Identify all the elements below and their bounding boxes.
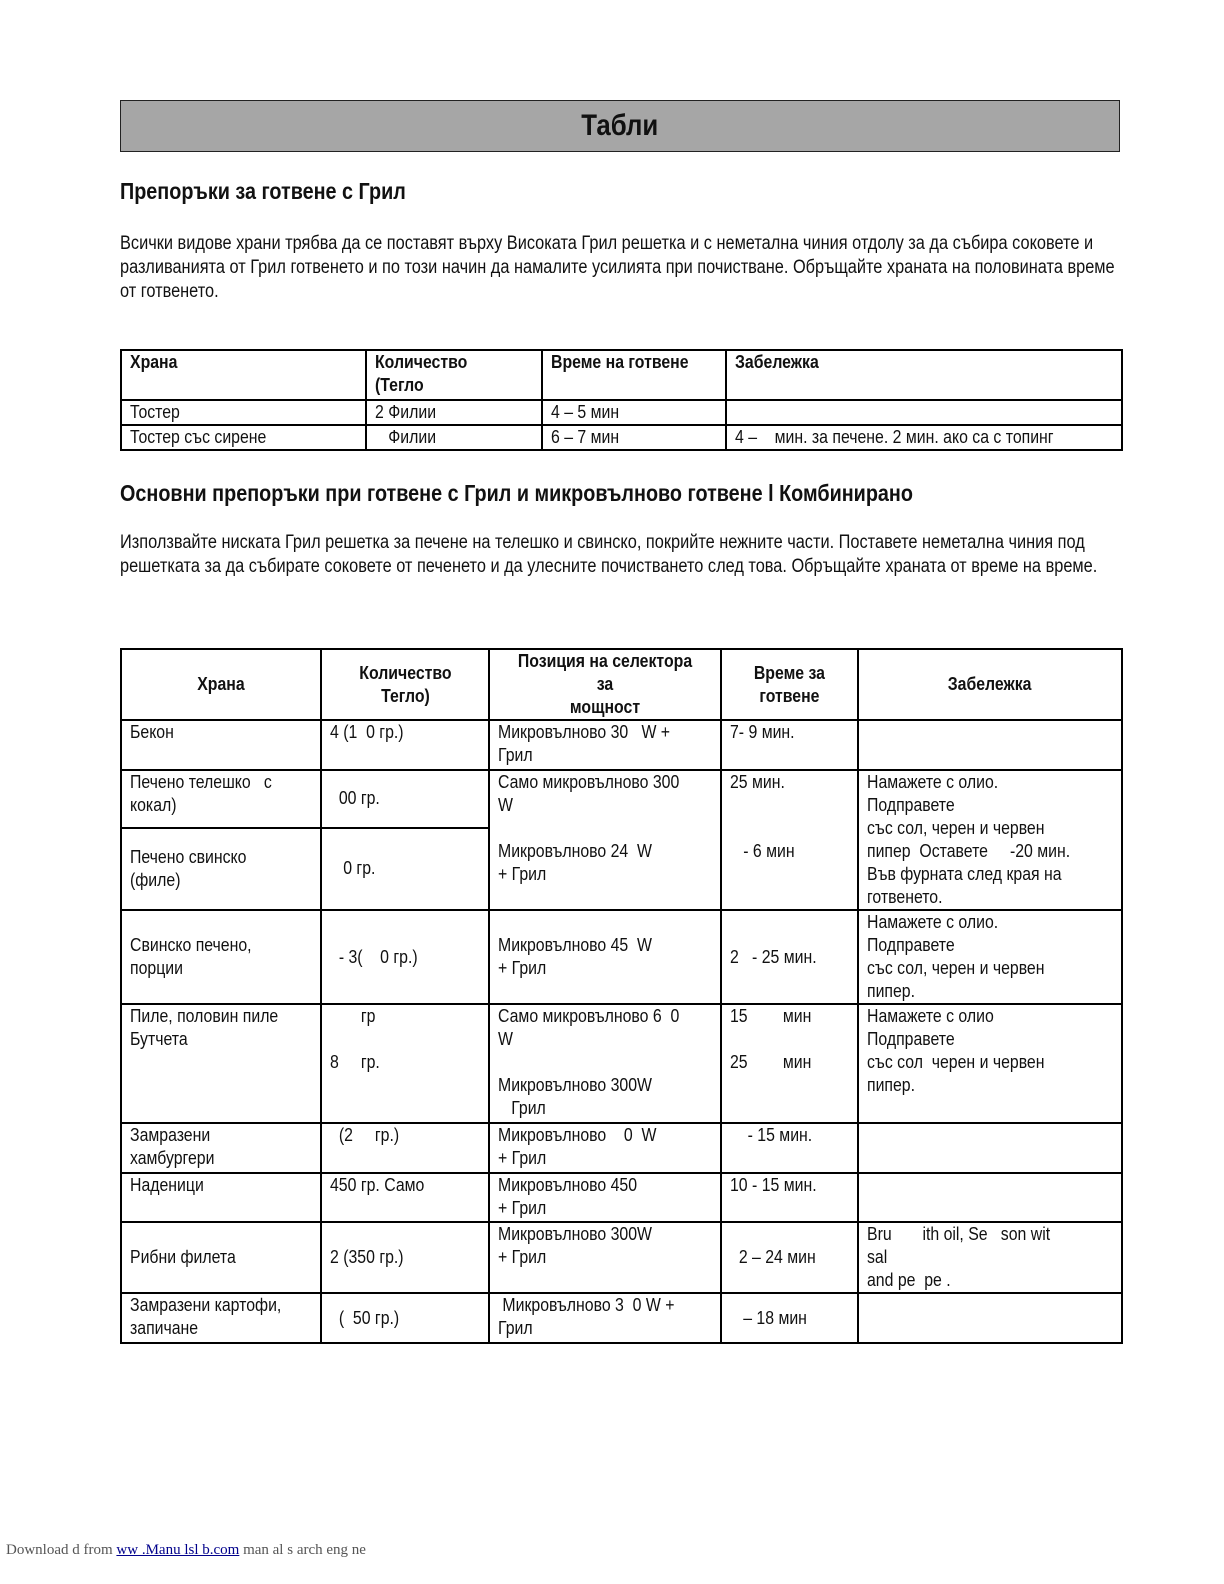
table-cell: 2 (350 гр.)	[321, 1222, 489, 1293]
table-header-cell: Забележка	[858, 649, 1122, 720]
table-cell: Свинско печено, порции	[121, 910, 321, 1004]
table-cell: Тостер	[121, 400, 366, 425]
table-cell: Микровълново 450 + Грил	[489, 1173, 721, 1222]
table-header-cell: Време на готвене	[542, 350, 726, 400]
table-row	[121, 1293, 1122, 1343]
table-cell: Микровълново 300W + Грил	[489, 1222, 721, 1293]
footer-suffix: man al s arch eng ne	[239, 1542, 366, 1558]
table-cell: Тостер със сирене	[121, 425, 366, 450]
table-cell: (2 гр.)	[321, 1123, 489, 1173]
combination-table	[120, 648, 1123, 1344]
table-header-row	[121, 649, 1122, 720]
table-row	[121, 425, 1122, 450]
table-cell	[726, 400, 1122, 425]
table-header-row	[121, 350, 1122, 400]
table-header-cell: Време за готвене	[721, 649, 858, 720]
table-cell: 25 мин. - 6 мин	[721, 770, 858, 910]
table-cell: Филии	[366, 425, 542, 450]
table-cell: Намажете с олио Подправете със сол черен и червен пипер.	[858, 1004, 1122, 1123]
table-row	[121, 400, 1122, 425]
table-cell: Микровълново 0 W + Грил	[489, 1123, 721, 1173]
table-header-cell: Позиция на селектора за мощност	[489, 649, 721, 720]
table-cell: Само микровълново 6 0 W Микровълново 300W Грил	[489, 1004, 721, 1123]
table-cell: 2 Филии	[366, 400, 542, 425]
table-row	[121, 1222, 1122, 1293]
table-cell: 7- 9 мин.	[721, 720, 858, 770]
download-footer	[6, 1542, 366, 1559]
table-cell: 00 гр.	[321, 770, 489, 828]
table-cell: Бекон	[121, 720, 321, 770]
table-cell: Наденици	[121, 1173, 321, 1222]
table-cell: Намажете с олио. Подправете със сол, черен и червен пипер Оставете -20 мин. Във фурната след края на готвенето.	[858, 770, 1122, 910]
table-cell: Печено свинско (филе)	[121, 828, 321, 910]
table-header-cell: Забележка	[726, 350, 1122, 400]
table-cell	[858, 1293, 1122, 1343]
table-header-cell: Храна	[121, 350, 366, 400]
table-cell: Рибни филета	[121, 1222, 321, 1293]
section2-heading: Основни препоръки при готвене с Грил и микровълново готвене l Комбинирано	[120, 480, 913, 506]
table-cell: Микровълново 3 0 W + Грил	[489, 1293, 721, 1343]
section2-paragraph: Използвайте ниската Грил решетка за печене на телешко и свинско, покрийте нежните части. Поставете неметална чиния под решетката за да събирате соковете от печенето и да улесните почистването след това. Обръщайте храната от време на време.	[120, 532, 1098, 577]
table-cell: 450 гр. Само	[321, 1173, 489, 1222]
table-cell: Микровълново 30 W + Грил	[489, 720, 721, 770]
section1-paragraph: Всички видове храни трябва да се поставят върху Високата Грил решетка и с неметална чиния отдолу за да събира соковете и разливанията от Грил готвенето и по този начин да намалите усилията при почистване. Обръщайте храната на половината време от готвенето.	[120, 233, 1115, 302]
table-cell: – 18 мин	[721, 1293, 858, 1343]
table-cell: 10 - 15 мин.	[721, 1173, 858, 1222]
table-row	[121, 1004, 1122, 1123]
table-header-cell: Храна	[121, 649, 321, 720]
table-row	[121, 1123, 1122, 1173]
table-header-cell: Количество (Тегло	[366, 350, 542, 400]
table-cell: Bru ith oil, Se son wit sal and pe pe .	[858, 1222, 1122, 1293]
table-cell: Намажете с олио. Подправете със сол, черен и червен пипер.	[858, 910, 1122, 1004]
table-cell: 2 - 25 мин.	[721, 910, 858, 1004]
table-cell: Микровълново 45 W + Грил	[489, 910, 721, 1004]
table-cell: Замразени картофи, запичане	[121, 1293, 321, 1343]
table-cell	[858, 720, 1122, 770]
footer-prefix: Download d from	[6, 1542, 117, 1558]
table-row	[121, 770, 1122, 828]
table-cell: Пиле, половин пиле Бутчета	[121, 1004, 321, 1123]
section1-heading: Препоръки за готвене с Грил	[120, 178, 406, 204]
table-cell: Само микровълново 300 W Микровълново 24 W + Грил	[489, 770, 721, 910]
table-cell: ( 50 гр.)	[321, 1293, 489, 1343]
table-cell: 4 – мин. за печене. 2 мин. ако са с топинг	[726, 425, 1122, 450]
table-cell	[858, 1173, 1122, 1222]
table-cell: Замразени хамбургери	[121, 1123, 321, 1173]
table-row	[121, 910, 1122, 1004]
table-cell: 4 – 5 мин	[542, 400, 726, 425]
page-title: Табли	[581, 109, 659, 142]
table-row	[121, 1173, 1122, 1222]
table-cell: 2 – 24 мин	[721, 1222, 858, 1293]
table-cell: - 3( 0 гр.)	[321, 910, 489, 1004]
page-title-bar	[120, 100, 1120, 152]
table-cell: 4 (1 0 гр.)	[321, 720, 489, 770]
table-cell: 15 мин 25 мин	[721, 1004, 858, 1123]
table-header-cell: Количество Тегло)	[321, 649, 489, 720]
table-cell: 6 – 7 мин	[542, 425, 726, 450]
footer-link[interactable]: ww .Manu lsl b.com	[116, 1542, 240, 1558]
grill-table	[120, 349, 1123, 451]
table-row	[121, 720, 1122, 770]
table-cell: - 15 мин.	[721, 1123, 858, 1173]
table-cell: Печено телешко с кокал)	[121, 770, 321, 828]
table-cell: гр 8 гр.	[321, 1004, 489, 1123]
table-cell	[858, 1123, 1122, 1173]
table-cell: 0 гр.	[321, 828, 489, 910]
